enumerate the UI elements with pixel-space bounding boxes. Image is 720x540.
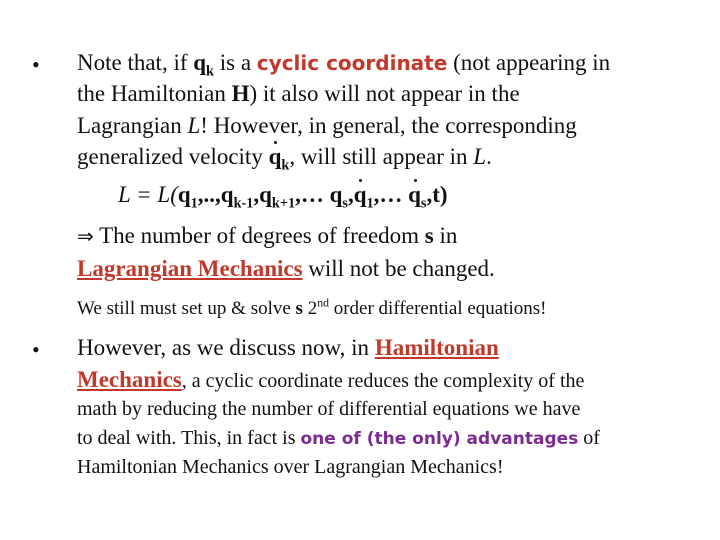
text: Note that, if	[77, 50, 194, 75]
eq-lhs: L = L(	[118, 182, 178, 207]
lagrangian-equation	[118, 182, 448, 212]
eq-comma: ,	[253, 182, 260, 207]
eq-sep: ,…	[373, 182, 409, 207]
text: However, as we discuss now, in	[77, 335, 375, 360]
lagrangian-symbol: L	[473, 144, 487, 169]
text: Lagrangian	[77, 113, 188, 138]
text: .	[486, 144, 492, 169]
qdot-symbol: q	[268, 144, 282, 169]
lagrangian-symbol: L	[187, 113, 201, 138]
text: , will still appear in	[289, 144, 474, 169]
eq-qdot: q	[353, 182, 367, 207]
nd-superscript: nd	[317, 296, 329, 310]
eq-q: q	[177, 182, 191, 207]
bullet-2-symbol: •	[32, 337, 40, 362]
p2-line-4	[77, 427, 600, 450]
eq-qdot: q	[408, 182, 421, 207]
text: 2	[302, 298, 318, 319]
p2-line-3: math by reducing the number of differential equations we have	[77, 398, 581, 420]
eq-q: q	[220, 182, 234, 207]
hamiltonian-term: Hamiltonian	[374, 335, 499, 360]
text: the Hamiltonian	[77, 81, 232, 106]
text: ) it also will not appear in the	[249, 81, 520, 106]
hamiltonian-symbol: H	[231, 81, 250, 106]
bullet-1-symbol: •	[32, 52, 40, 77]
text: of	[578, 427, 600, 449]
lagrangian-mechanics-term: Lagrangian Mechanics	[77, 256, 303, 281]
p1-line-3	[77, 113, 577, 139]
p2-line-5: Hamiltonian Mechanics over Lagrangian Mechanics!	[77, 456, 504, 478]
eq-sub-1: 1	[366, 195, 374, 212]
implies-arrow-icon: ⇒	[77, 224, 94, 248]
text: to deal with. This, in fact is	[77, 427, 301, 449]
text: is a	[213, 50, 257, 75]
mechanics-term: Mechanics	[77, 367, 182, 392]
p2-line-2	[77, 367, 584, 393]
text: We still must set up & solve	[77, 298, 296, 319]
eq-tail: ,t)	[426, 182, 448, 207]
p1-line-2	[77, 81, 520, 107]
eq-comma: ,	[347, 182, 354, 207]
eq-q: q	[259, 182, 272, 207]
text: (not appearing in	[447, 50, 611, 75]
text: order differential equations!	[328, 298, 547, 319]
implication-line-2	[77, 256, 495, 282]
text: The number of degrees of freedom	[93, 223, 425, 248]
eq-sub-s: s	[420, 195, 427, 212]
eq-sub-km1: k-1	[233, 195, 254, 212]
eq-sep: ,…	[295, 182, 330, 207]
eq-sub-1: 1	[190, 195, 198, 212]
text: will not be changed.	[302, 256, 495, 281]
eq-sub-kp1: k+1	[271, 195, 296, 212]
advantages-term: one of (the only) advantages	[300, 429, 579, 449]
text: in	[433, 223, 458, 248]
text: , a cyclic coordinate reduces the complexity of the	[181, 370, 585, 392]
implication-line-1	[77, 223, 457, 249]
p1-line-4	[77, 144, 492, 174]
text: ! However, in general, the corresponding	[200, 113, 577, 138]
s-symbol: s	[424, 223, 434, 248]
k-subscript: k	[281, 157, 290, 174]
text: generalized velocity	[77, 144, 269, 169]
eq-sub-s: s	[342, 195, 348, 212]
q-symbol: q	[193, 50, 207, 75]
note-line	[77, 298, 547, 320]
s-symbol: s	[295, 298, 303, 319]
cyclic-coordinate-term: cyclic coordinate	[256, 51, 448, 75]
eq-q: q	[329, 182, 343, 207]
eq-sep: ,..,	[197, 182, 221, 207]
p2-line-1	[77, 335, 499, 361]
p1-line-1	[77, 50, 611, 80]
k-subscript: k	[206, 63, 214, 80]
